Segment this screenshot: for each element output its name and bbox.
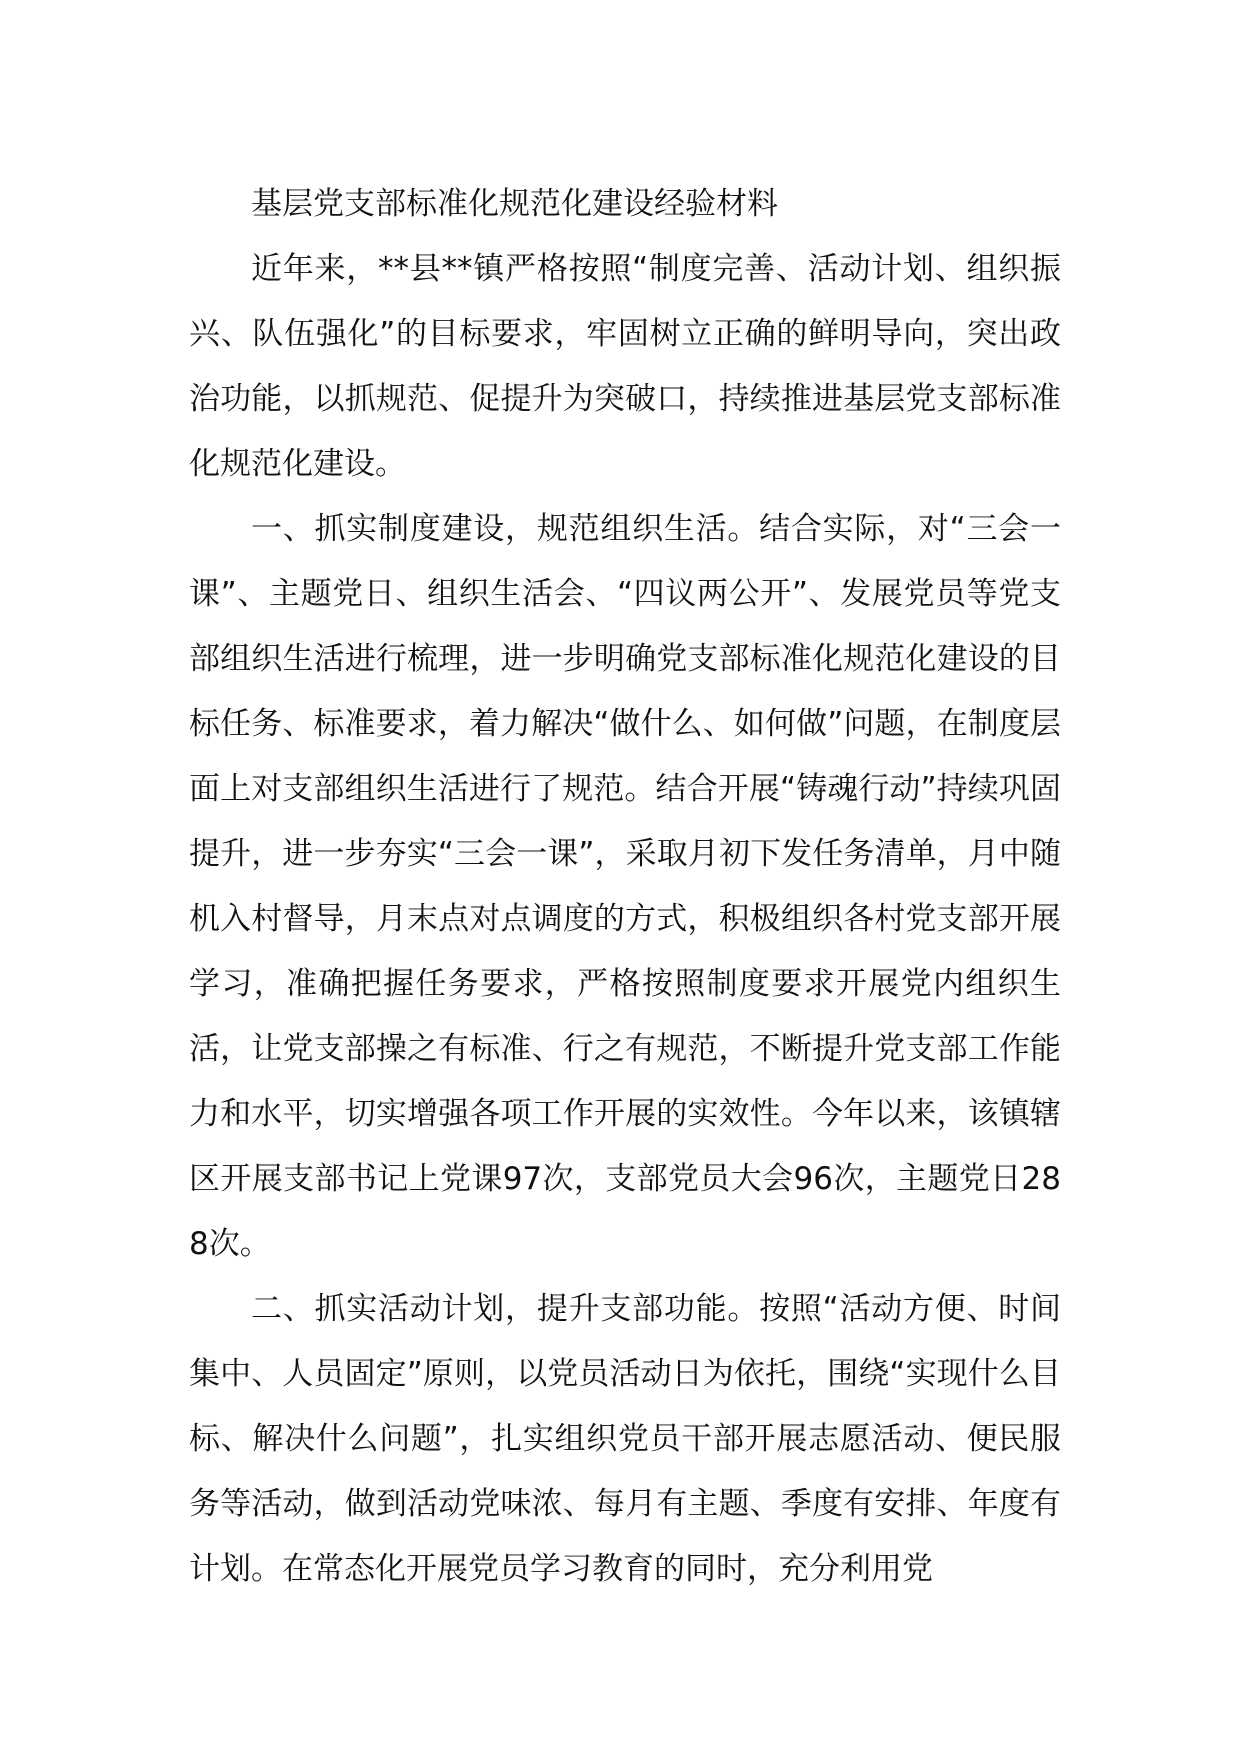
paragraph-intro: 近年来，**县**镇严格按照“制度完善、活动计划、组织振兴、队伍强化”的目标要求，牢固树立正确的鲜明导向，突出政治功能，以抓规范、促提升为突破口，持续推进基层党支部标准化规范化建设。	[189, 251, 1061, 482]
paragraph-section-1: 一、抓实制度建设，规范组织生活。结合实际，对“三会一课”、主题党日、组织生活会、“四议两公开”、发展党员等党支部组织生活进行梳理，进一步明确党支部标准化规范化建设的目标任务、标准要求，着力解决“做什么、如何做”问题，在制度层面上对支部组织生活进行了规范。结合开展“铸魂行动”持续巩固提升，进一步夯实“三会一课”，采取月初下发任务清单，月中随机入村督导，月末点对点调度的方式，积极组织各村党支部开展学习，准确把握任务要求，严格按照制度要求开展党内组织生活，让党支部操之有标准、行之有规范，不断提升党支部工作能力和水平，切实增强各项工作开展的实效性。今年以来，该镇辖区开展支部书记上党课97次，支部党员大会96次，主题党日288次。	[189, 511, 1061, 1262]
document-body	[189, 172, 1061, 1602]
document-title: 基层党支部标准化规范化建设经验材料	[251, 186, 778, 222]
paragraph-section-2: 二、抓实活动计划，提升支部功能。按照“活动方便、时间集中、人员固定”原则，以党员活动日为依托，围绕“实现什么目标、解决什么问题”，扎实组织党员干部开展志愿活动、便民服务等活动，做到活动党味浓、每月有主题、季度有安排、年度有计划。在常态化开展党员学习教育的同时，充分利用党	[189, 1291, 1061, 1587]
